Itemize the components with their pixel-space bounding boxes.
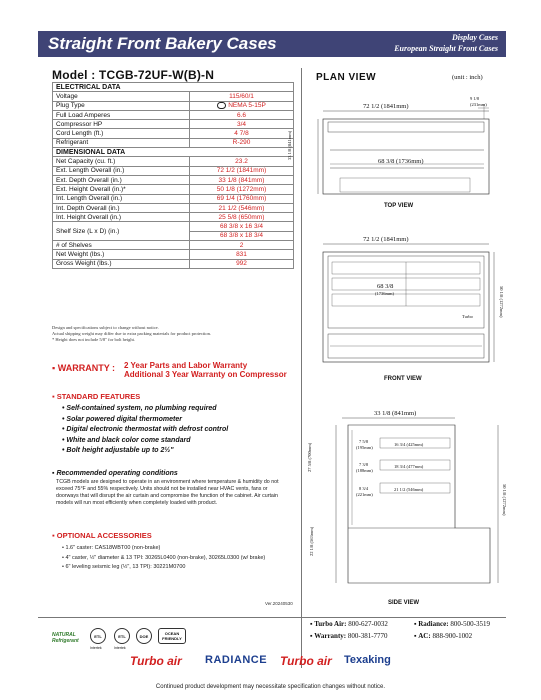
etl-sanitation-logo: ETL <box>114 628 130 644</box>
list-item: • Self-contained system, no plumbing required <box>62 405 217 412</box>
radiance-logo: RADIANCE <box>205 654 268 666</box>
contact-value: 800-627-0032 <box>348 620 388 628</box>
spec-value: R-290 <box>190 138 294 147</box>
side-dim-a2: 8 3/4 <box>359 486 369 491</box>
front-width-dim: 72 1/2 (1841mm) <box>363 236 409 243</box>
list-item: • Solar powered digital thermometer <box>62 415 182 423</box>
recommended-title: ▪ Recommended operating conditions <box>52 470 178 477</box>
spec-label: # of Shelves <box>53 241 190 250</box>
top-corner-dim: 9 1/8 <box>470 96 480 101</box>
optional-title: ▪ OPTIONAL ACCESSORIES <box>52 531 152 540</box>
side-view-label: SIDE VIEW <box>388 600 420 606</box>
plan-view-title: PLAN VIEW <box>316 72 377 83</box>
spec-value: 25 5/8 (650mm) <box>190 213 294 222</box>
recommended-body: TCGB models are designed to operate in an environment where temperature & humidity do not exceed 75°F and 55% respectively. Units should not be installed near HVAC vents, fans or doorways that will disrupt the air curtain and compromise the function of the cabinet. Air curtain models will run most efficiently when completely loaded with product. <box>56 479 279 506</box>
spec-value: 992 <box>190 259 294 268</box>
contact-ac: ▪ AC: 888-900-1002 <box>414 632 473 640</box>
dimensional-title: DIMENSIONAL DATA <box>53 148 294 157</box>
natural-refrigerant-badge: NATURAL Refrigerant <box>52 632 79 644</box>
spec-value: 3/4 <box>190 120 294 129</box>
spec-label: Net Capacity (cu. ft.) <box>53 157 190 166</box>
spec-label: Compressor HP <box>53 120 190 129</box>
intertek-label-2: Intertek <box>114 646 126 650</box>
contact-value: 800-500-3519 <box>450 620 490 628</box>
side-case-height: 27 5/8 (700mm) <box>307 442 312 472</box>
contact-value: 888-900-1002 <box>432 632 473 640</box>
contact-label: Turbo Air: <box>314 620 347 628</box>
spec-value: 21 1/2 (546mm) <box>190 203 294 212</box>
list-item: • 1.6" caster: CAS18WBT00 (non-brake) <box>62 545 161 551</box>
category-label: Display Cases <box>452 33 498 42</box>
texaking-logo: Texaking <box>344 654 391 666</box>
spec-value: 50 1/8 (1272mm) <box>190 185 294 194</box>
spec-value: 68 3/8 x 16 3/4 <box>190 222 294 231</box>
feature-text: Digital electronic thermostat with defrost control <box>66 426 229 433</box>
turbo-air-logo: Turbo air <box>130 654 182 668</box>
plan-unit: (unit : inch) <box>452 74 483 81</box>
spec-value: 72 1/2 (1841mm) <box>190 166 294 175</box>
etl-logo: ETL <box>90 628 106 644</box>
list-item: • White and black color come standard <box>62 436 191 444</box>
feature-text: White and black color come standard <box>66 436 191 444</box>
contact-turbo-air: ▪ Turbo Air: 800-627-0032 <box>310 620 388 628</box>
spec-label: Plug Type <box>53 101 190 110</box>
spec-label: Cord Length (ft.) <box>53 129 190 138</box>
list-item: • Digital electronic thermostat with defrost control <box>62 426 229 433</box>
front-brand: Turbo <box>462 314 473 319</box>
page-title: Straight Front Bakery Cases <box>48 34 277 53</box>
contact-value: 800-381-7770 <box>347 632 388 640</box>
list-item: • 4" caster, ½" diameter & 13 TPI: 30265L0400 (non-brake), 30265L0300 (w/ brake) <box>62 554 266 561</box>
side-dim-a2-mm: (221mm) <box>356 492 373 497</box>
front-inner-dim: 68 3/8 <box>377 283 394 290</box>
contact-label: Radiance: <box>418 620 449 628</box>
side-depth-dim: 33 1/8 (841mm) <box>374 410 417 417</box>
electrical-title: ELECTRICAL DATA <box>53 83 294 92</box>
list-item: • 6" leveling seismic leg (½", 13 TPI): 30221M0700 <box>62 564 186 570</box>
intertek-label-1: Intertek <box>90 646 102 650</box>
side-dim-a1: 7 3/8 <box>359 462 369 467</box>
top-width-dim: 72 1/2 (1841mm) <box>363 103 409 110</box>
spec-value: 115/60/1 <box>190 92 294 101</box>
side-dim-b2: 21 1/2 (546mm) <box>394 487 424 492</box>
feature-text: Solar powered digital thermometer <box>66 415 182 423</box>
spec-label: Int. Length Overall (in.) <box>53 194 190 203</box>
optional-title-text: OPTIONAL ACCESSORIES <box>56 531 152 540</box>
spec-label: Int. Height Overall (in.) <box>53 213 190 222</box>
front-view-drawing <box>323 244 494 362</box>
spec-label: Ext. Length Overall (in.) <box>53 166 190 175</box>
front-inner-mm: (1736mm) <box>375 291 394 296</box>
spec-label: Int. Depth Overall (in.) <box>53 203 190 212</box>
note-line: Actual shipping weight may differ due to extra packing materials for product protection. <box>52 331 211 336</box>
spec-value: 33 1/8 (841mm) <box>190 175 294 184</box>
subcategory-label: European Straight Front Cases <box>394 44 498 53</box>
side-dim-a1-mm: (188mm) <box>356 468 373 473</box>
side-total-height: 50 1/8 (1272mm) <box>502 484 507 516</box>
top-inner-dim: 68 3/8 (1736mm) <box>378 158 424 165</box>
spec-label: Net Weight (lbs.) <box>53 250 190 259</box>
spec-value: 4 7/8 <box>190 129 294 138</box>
spec-label: Ext. Height Overall (in.)* <box>53 185 190 194</box>
top-view-drawing <box>318 104 489 194</box>
spec-value: 831 <box>190 250 294 259</box>
spec-label: Gross Weight (lbs.) <box>53 259 190 268</box>
spec-value: NEMA 5-15P <box>228 102 266 110</box>
footer-disclaimer: Continued product development may necessitate specification changes without notice. <box>155 684 386 690</box>
top-depth-dim: 33 1/8 (841mm) <box>287 130 292 160</box>
spec-label: Shelf Size (L x D) (in.) <box>53 222 190 241</box>
side-dim-b1: 18 3/4 (477mm) <box>394 464 424 469</box>
side-dim-b0: 16 3/4 (425mm) <box>394 442 424 447</box>
features-title: ▪ STANDARD FEATURES <box>52 392 141 401</box>
contact-label: AC: <box>418 632 431 640</box>
note-line: * Height does not include 5/8" for bolt height. <box>52 337 135 342</box>
warranty-line-2: Additional 3 Year Warranty on Compressor <box>124 370 287 379</box>
list-item: • Bolt height adjustable up to 2½" <box>62 447 174 454</box>
spec-label: Refrigerant <box>53 138 190 147</box>
contact-label: Warranty: <box>314 632 347 640</box>
spec-value: 6.6 <box>190 110 294 119</box>
contact-warranty: ▪ Warranty: 800-381-7770 <box>310 632 388 640</box>
note-line: Design and specifications subject to change without notice. <box>52 325 159 330</box>
spec-value: 2 <box>190 241 294 250</box>
contact-radiance: ▪ Radiance: 800-500-3519 <box>414 620 490 628</box>
feature-text: Bolt height adjustable up to 2½" <box>66 447 174 454</box>
doe-logo: DOE <box>136 628 152 644</box>
ocean-friendly-logo: OCEAN FRIENDLY <box>158 628 186 644</box>
top-view-label: TOP VIEW <box>384 203 414 209</box>
spec-value: 68 3/8 x 18 3/4 <box>190 231 294 240</box>
spec-value: 69 1/4 (1760mm) <box>190 194 294 203</box>
front-height-dim: 50 1/8 (1272mm) <box>499 286 504 318</box>
warranty-line-1: 2 Year Parts and Labor Warranty <box>124 361 248 370</box>
footer-divider <box>38 617 506 618</box>
spec-value: 23.2 <box>190 157 294 166</box>
model-number: Model : TCGB-72UF-W(B)-N <box>52 68 215 82</box>
version-label: Ver.20240530 <box>265 601 293 606</box>
side-dim-a0-mm: (195mm) <box>356 445 373 450</box>
warranty-label-text: WARRANTY : <box>57 363 116 373</box>
spec-label: Voltage <box>53 92 190 101</box>
feature-text: Self-contained system, no plumbing required <box>66 405 217 412</box>
top-corner-mm: (231mm) <box>470 102 487 107</box>
side-base-height: 22 1/8 (563mm) <box>309 526 314 556</box>
features-title-text: STANDARD FEATURES <box>56 392 141 401</box>
turbo-air-logo-2: Turbo air <box>280 654 332 668</box>
spec-label: Ext. Depth Overall (in.) <box>53 175 190 184</box>
spec-label: Full Load Amperes <box>53 110 190 119</box>
side-dim-a0: 7 5/8 <box>359 439 369 444</box>
warranty-label: ▪ WARRANTY : <box>52 363 116 373</box>
recommended-title-text: Recommended operating conditions <box>56 470 178 477</box>
front-view-label: FRONT VIEW <box>384 376 422 382</box>
